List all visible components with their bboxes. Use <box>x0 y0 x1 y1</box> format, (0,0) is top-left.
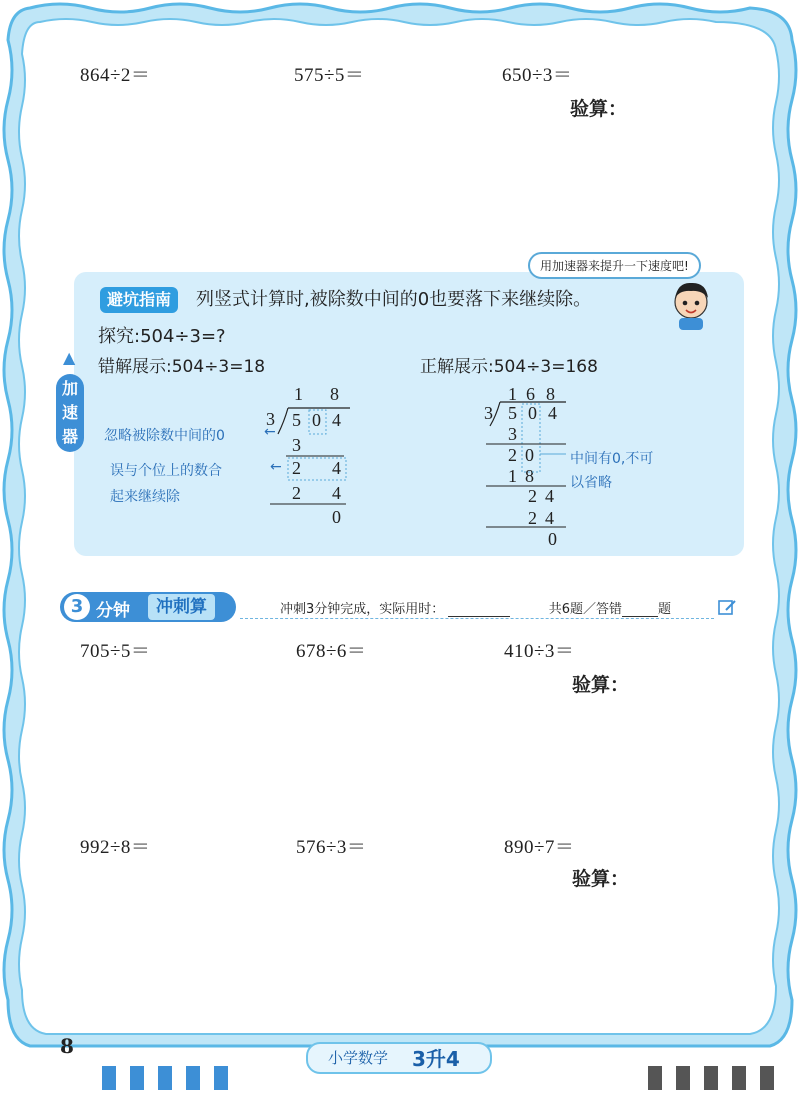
instruction-time: 冲刺3分钟完成，实际用时： <box>280 602 445 617</box>
bar <box>214 1066 228 1090</box>
digit: 4 <box>332 458 341 478</box>
side-char: 加 <box>61 379 78 398</box>
check-label: 验算： <box>570 98 628 120</box>
digit: 3 <box>266 409 275 429</box>
note-ignore-zero: 忽略被除数中间的0 <box>104 428 225 444</box>
section-title-sprint: 冲刺算 <box>148 594 215 620</box>
page-number: 8 <box>60 1034 74 1058</box>
tip-badge: 避坑指南 <box>100 287 178 313</box>
wrong-division-lines <box>240 400 370 530</box>
digit: 6 <box>526 384 535 404</box>
digit: 2 <box>292 483 301 503</box>
problem-864-div-2: 864÷2＝ <box>80 65 151 86</box>
instruction-unit: 题 <box>657 602 671 617</box>
right-division-lines <box>470 396 580 556</box>
side-char: 器 <box>61 427 78 446</box>
edit-note-icon <box>718 598 738 616</box>
digit: 1 <box>508 384 517 404</box>
note-cannot-omit: 以省略 <box>570 475 612 491</box>
digit: 24 <box>528 508 562 528</box>
boy-illustration <box>666 278 716 330</box>
digit: 8 <box>546 384 555 404</box>
wrong-solution-title: 错解展示:504÷3=18 <box>98 357 266 377</box>
digit: 8 <box>330 384 339 404</box>
accelerator-label <box>56 374 84 452</box>
digit: 4 <box>548 403 557 423</box>
arrow-icon: ← <box>270 459 282 475</box>
section-instructions <box>280 598 671 617</box>
bar <box>186 1066 200 1090</box>
digit: 5 <box>292 410 301 430</box>
digit: 2 <box>292 458 301 478</box>
tip-text: 列竖式计算时,被除数中间的0也要落下来继续除。 <box>196 289 592 310</box>
check-label: 验算： <box>572 868 630 890</box>
digit: 0 <box>332 507 341 527</box>
right-solution-title: 正解展示:504÷3=168 <box>420 357 598 377</box>
footer-bars-right <box>648 1066 774 1090</box>
digit: 0 <box>312 410 321 430</box>
bar <box>158 1066 172 1090</box>
note-combined: 误与个位上的数合 <box>110 463 222 479</box>
wrong-count-blank[interactable] <box>622 616 658 617</box>
digit: 0 <box>548 529 557 549</box>
bar <box>676 1066 690 1090</box>
digit: 3 <box>292 435 301 455</box>
note-zero-required: 中间有0,不可 <box>570 451 654 467</box>
problem-575-div-5: 575÷5＝ <box>294 65 365 86</box>
problem-705-div-5: 705÷5＝ <box>80 641 151 662</box>
digit: 1 <box>294 384 303 404</box>
problem-576-div-3: 576÷3＝ <box>296 837 367 858</box>
footer-bars-left <box>102 1066 228 1090</box>
problem-992-div-8: 992÷8＝ <box>80 837 151 858</box>
problem-890-div-7: 890÷7＝ <box>504 837 575 858</box>
digit: 20 <box>508 445 542 465</box>
bar <box>102 1066 116 1090</box>
section-divider <box>240 618 714 619</box>
digit: 5 <box>508 403 517 423</box>
time-blank[interactable] <box>448 616 510 617</box>
problem-410-div-3: 410÷3＝ <box>504 641 575 662</box>
problem-650-div-3: 650÷3＝ <box>502 65 573 86</box>
bar <box>732 1066 746 1090</box>
footer-subject: 小学数学 <box>328 1049 389 1067</box>
instruction-total: 共6题／答错 <box>548 602 622 617</box>
problem-678-div-6: 678÷6＝ <box>296 641 367 662</box>
digit: 4 <box>332 410 341 430</box>
bar <box>760 1066 774 1090</box>
section-title-minutes: 分钟 <box>96 601 130 621</box>
digit: 24 <box>528 486 562 506</box>
side-char: 速 <box>61 403 78 422</box>
digit: 3 <box>508 424 517 444</box>
digit: 0 <box>528 403 537 423</box>
footer-grade: 3升4 <box>412 1047 460 1071</box>
tip-box <box>74 272 744 556</box>
bar <box>704 1066 718 1090</box>
bar <box>130 1066 144 1090</box>
digit: 3 <box>484 403 493 423</box>
bar <box>648 1066 662 1090</box>
digit: 18 <box>508 466 542 486</box>
arrow-icon: ← <box>264 424 276 440</box>
digit: 4 <box>332 483 341 503</box>
note-continue: 起来继续除 <box>110 489 180 505</box>
rocket-icon: ▲ <box>63 348 76 367</box>
explore-line: 探究:504÷3=? <box>98 326 226 347</box>
check-label: 验算： <box>572 674 630 696</box>
speech-bubble: 用加速器来提升一下速度吧! <box>528 252 701 279</box>
section-number: 3 <box>64 594 90 620</box>
